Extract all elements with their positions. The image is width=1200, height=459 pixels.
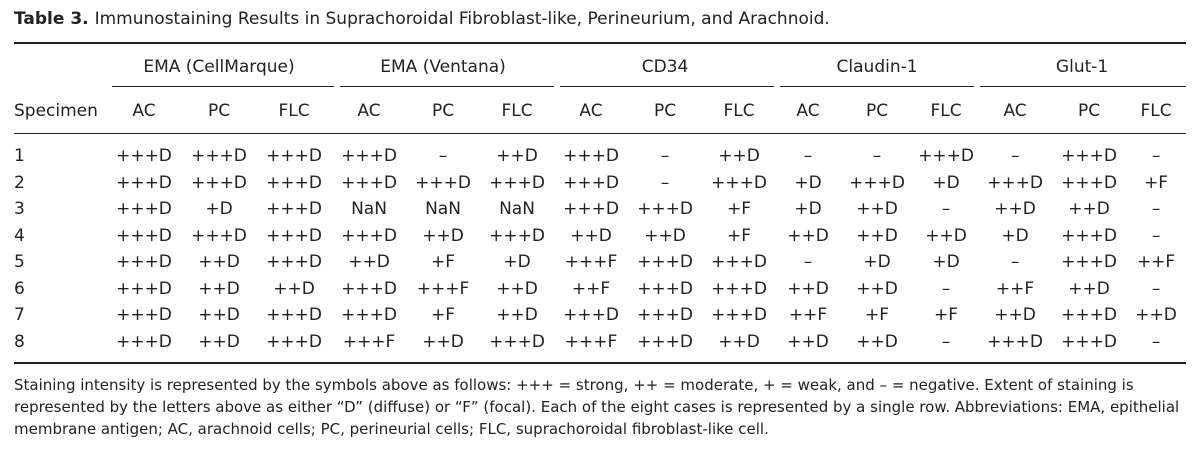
table-cell: ++D [198,305,240,326]
table-cell: +++D [191,225,247,246]
table-cell: ++F [788,305,828,326]
table-row [14,170,1186,197]
table-cell: ++D [787,331,829,352]
table-cell: +++D [563,305,619,326]
specimen-id: 1 [14,146,25,167]
table-cell: ++D [1068,278,1110,299]
group-header: Claudin-1 [836,57,918,77]
results-table [14,47,1186,359]
table-cell: +++D [849,172,905,193]
table-cell: +++D [918,146,974,167]
table-cell: +D [932,172,960,193]
table-footnote: Staining intensity is represented by the symbols above as follows: +++ = strong, ++ = moderate, + = weak, and – = negative. Extent of staining is represented by the letters above as either “D” (diffuse) or “F” (focal). Each of the eight cases is represented by a single row. Abbreviations: EMA, epithelial membrane antigen; AC, arachnoid cells; PC, perineurial cells; FLC, suprachoroidal fibroblast-like cell. [14,376,1180,438]
column-header: PC [865,101,889,121]
table-cell: +++F [342,331,396,352]
table-cell: ++D [348,252,390,273]
table-cell: +++D [266,331,322,352]
table-cell: +++D [266,305,322,326]
table-title: Immunostaining Results in Suprachoroidal Fibroblast-like, Perineurium, and Arachnoid. [94,9,830,29]
table-cell: +++F [416,278,470,299]
specimen-id: 3 [14,199,25,220]
column-header: PC [1078,101,1101,121]
table-cell: – [660,146,670,167]
table-cell: ++D [787,278,829,299]
table-body [14,135,1186,359]
column-header: PC [431,101,455,121]
table-cell: – [1151,199,1161,220]
column-header: FLC [1140,101,1172,121]
table-cell: – [941,199,951,220]
specimen-id: 5 [14,252,25,273]
table-cell: +F [1144,172,1169,193]
table-cell: +++D [489,225,545,246]
table-cell: – [660,172,670,193]
table-cell: +F [431,305,456,326]
table-cell: ++D [422,225,464,246]
table-cell: ++D [787,225,829,246]
table-cell: +++D [637,331,693,352]
table-cell: +++D [415,172,471,193]
table-cell: – [941,331,951,352]
table-cell: ++D [856,225,898,246]
table-cell: ++D [718,331,760,352]
table-cell: ++D [570,225,612,246]
table-cell: +++D [711,172,767,193]
table-cell: +D [794,172,822,193]
table-cell: ++D [198,331,240,352]
table-cell: ++D [496,278,538,299]
table-cell: ++D [856,278,898,299]
table-row [14,223,1186,250]
table-cell: – [1151,146,1161,167]
table-cell: ++D [994,199,1036,220]
group-header: Glut-1 [1055,57,1109,77]
table-cell: +D [932,252,960,273]
table-cell: +++F [564,252,618,273]
table-cell: NaN [499,199,535,220]
subheader-row [14,87,1186,135]
table-cell: +++D [563,172,619,193]
table-cell: +++D [711,252,767,273]
table-row [14,276,1186,303]
table-cell: ++F [1136,252,1176,273]
specimen-header: Specimen [14,101,98,121]
table-cell: – [1010,252,1020,273]
table-cell: +++D [1061,146,1117,167]
table-cell: +++D [1061,305,1117,326]
column-header: FLC [723,101,755,121]
table-cell: ++D [1068,199,1110,220]
column-header: AC [132,101,156,121]
column-header: AC [357,101,381,121]
table-cell: +++D [637,305,693,326]
table-cell: +++D [116,278,172,299]
column-header: AC [796,101,820,121]
top-rule [14,42,1186,44]
table-cell: ++D [496,305,538,326]
table-cell: ++D [856,199,898,220]
table-row [14,249,1186,276]
table-cell: +++D [116,305,172,326]
table-cell: ++D [856,331,898,352]
table-cell: +++D [266,199,322,220]
group-header: EMA (CellMarque) [143,57,295,77]
table-cell: – [1151,331,1161,352]
table-cell: – [1151,278,1161,299]
table-cell: +F [431,252,456,273]
group-header-row [14,47,1186,87]
table-row [14,196,1186,223]
column-header: AC [1003,101,1027,121]
table-cell: +++D [116,199,172,220]
specimen-id: 2 [14,172,25,193]
table-cell: – [803,252,813,273]
table-cell: +++D [116,172,172,193]
table-cell: ++D [198,278,240,299]
table-cell: +++D [987,331,1043,352]
table-cell: +++D [563,199,619,220]
table-cell: +++D [341,278,397,299]
table-cell: +++D [1061,252,1117,273]
table-cell: +++D [637,199,693,220]
column-header: FLC [501,101,533,121]
column-header: FLC [278,101,310,121]
table-cell: +++D [116,252,172,273]
table-cell: +++D [116,331,172,352]
column-header: PC [207,101,231,121]
table-cell: ++F [571,278,611,299]
table-cell: – [941,278,951,299]
table-cell: ++D [422,331,464,352]
table-cell: +++D [711,278,767,299]
table-cell: +++D [489,331,545,352]
table-cell: – [1010,146,1020,167]
table-cell: +++D [266,252,322,273]
table-cell: +++D [191,146,247,167]
table-cell: +++D [637,278,693,299]
table-cell: ++D [496,146,538,167]
table-cell: +++D [711,305,767,326]
table-cell: +++D [637,252,693,273]
table-cell: ++D [644,225,686,246]
table-cell: +++D [563,146,619,167]
table-cell: +D [794,199,822,220]
table-cell: +++D [116,146,172,167]
table-cell: – [803,146,813,167]
column-header: PC [653,101,677,121]
table-cell: +++D [341,172,397,193]
table-cell: +++D [191,172,247,193]
table-cell: ++D [1135,305,1177,326]
table-cell: +++D [489,172,545,193]
table-cell: ++D [273,278,315,299]
table-cell: +D [1001,225,1029,246]
column-header: AC [579,101,603,121]
table-cell: +++D [266,172,322,193]
table-cell: NaN [351,199,387,220]
table-cell: +D [205,199,233,220]
table-cell: +++D [266,225,322,246]
table-cell: +++D [341,225,397,246]
table-cell: +++D [1061,172,1117,193]
group-header: CD34 [641,57,689,77]
specimen-id: 6 [14,278,25,299]
table-cell: ++F [995,278,1035,299]
empty-header-cell [14,47,106,87]
table-cell: +++F [564,331,618,352]
table-cell: NaN [425,199,461,220]
table-cell: +D [863,252,891,273]
bottom-rule [14,362,1186,364]
table-cell: +++D [1061,331,1117,352]
table-cell: +++D [266,146,322,167]
table-cell: +D [503,252,531,273]
table-cell: ++D [718,146,760,167]
table-label: Table 3. [14,9,89,29]
group-header: EMA (Ventana) [380,57,506,77]
table-cell: +++D [341,305,397,326]
table-caption [14,8,830,30]
table-cell: ++D [994,305,1036,326]
table-cell: ++D [925,225,967,246]
column-header: FLC [930,101,962,121]
specimen-id: 4 [14,225,25,246]
specimen-id: 7 [14,305,25,326]
table-cell: +++D [341,146,397,167]
table-row [14,329,1186,360]
table-cell: +++D [987,172,1043,193]
table-cell: +++D [1061,225,1117,246]
table-cell: +F [865,305,890,326]
table-cell: +F [934,305,959,326]
table-row [14,135,1186,170]
table-cell: – [438,146,448,167]
table-row [14,302,1186,329]
specimen-id: 8 [14,331,25,352]
table-cell: +F [727,225,752,246]
table-cell: +++D [116,225,172,246]
table-cell: – [872,146,882,167]
table-cell: ++D [198,252,240,273]
table-cell: – [1151,225,1161,246]
table-cell: +F [727,199,752,220]
